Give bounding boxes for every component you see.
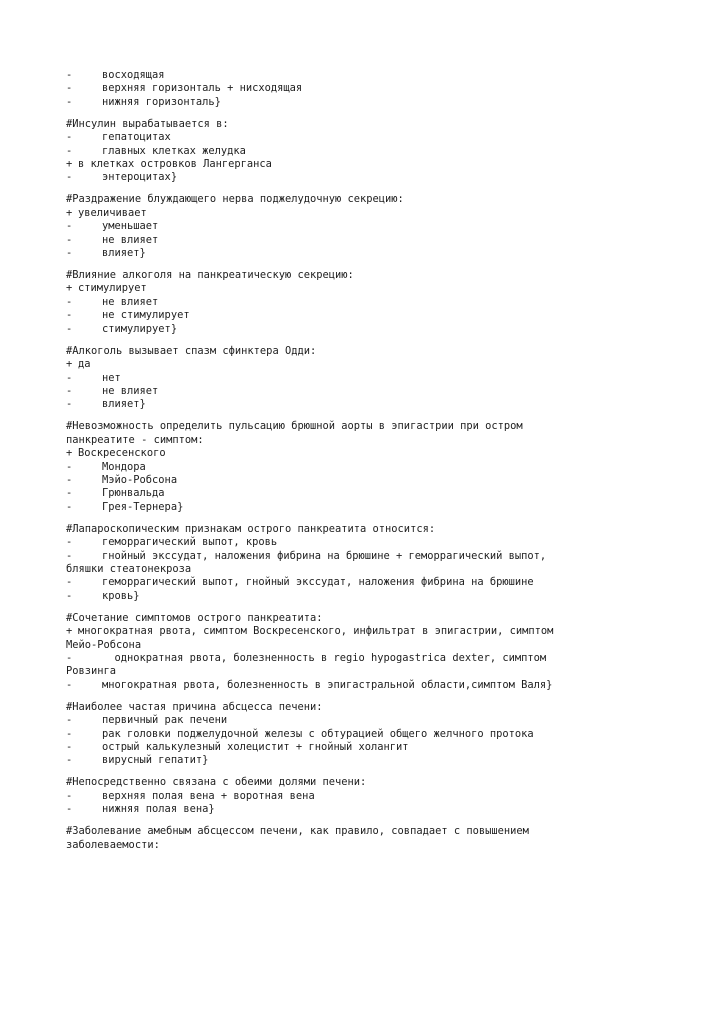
answer-option xyxy=(66,754,666,767)
option-text: нижняя горизонталь} xyxy=(102,95,221,108)
answer-option xyxy=(66,487,666,500)
option-continuation: бляшки стеатонекроза xyxy=(66,562,192,575)
option-mark: - xyxy=(66,652,73,664)
option-text: кровь} xyxy=(102,589,140,602)
option-text: не влияет xyxy=(102,233,159,246)
document-page xyxy=(66,69,666,861)
question-block xyxy=(66,420,666,514)
option-text: рак головки поджелудочной железы с обтурацией общего желчного протока xyxy=(102,727,534,740)
option-mark: + xyxy=(66,358,73,371)
answer-option xyxy=(66,474,666,487)
answer-option xyxy=(66,131,666,144)
option-mark: - xyxy=(66,171,73,184)
answer-option xyxy=(66,679,666,692)
option-text: нет xyxy=(102,371,121,384)
option-text: уменьшает xyxy=(102,220,159,233)
option-text: не влияет xyxy=(102,295,159,308)
question-text: #Лапароскопическим признакам острого панкреатита относится: xyxy=(66,522,436,535)
question-text: #Алкоголь вызывает спазм сфинктера Одди: xyxy=(66,344,317,357)
answer-option xyxy=(66,309,666,322)
option-mark: - xyxy=(66,549,73,562)
option-text: Мэйо-Робсона xyxy=(102,473,178,486)
question-block xyxy=(66,825,666,852)
answer-option xyxy=(66,82,666,95)
option-text: геморрагический выпот, кровь xyxy=(102,536,278,549)
option-mark: - xyxy=(66,741,73,754)
question-text: #Раздражение блуждающего нерва поджелудочную секрецию: xyxy=(66,193,404,206)
answer-option xyxy=(66,220,666,233)
option-mark: - xyxy=(66,69,73,81)
option-text: влияет} xyxy=(102,398,146,411)
option-mark: + xyxy=(66,447,73,460)
option-mark: - xyxy=(66,322,73,335)
question-text: #Заболевание амебным абсцессом печени, как правило, совпадает с повышением заболеваемости: xyxy=(66,825,529,851)
question-block xyxy=(66,701,666,768)
question-block xyxy=(66,523,666,603)
correct-answer-option xyxy=(66,158,666,171)
answer-option xyxy=(66,550,666,563)
option-mark: + xyxy=(66,282,73,295)
option-mark: + xyxy=(66,625,73,638)
option-mark: - xyxy=(66,460,73,473)
answer-option xyxy=(66,728,666,741)
question-block xyxy=(66,612,666,692)
option-mark: - xyxy=(66,398,73,411)
answer-option xyxy=(66,385,666,398)
answer-option xyxy=(66,590,666,603)
answer-option xyxy=(66,398,666,411)
option-mark: - xyxy=(66,789,73,802)
answer-option xyxy=(66,576,666,589)
option-mark: - xyxy=(66,576,73,589)
question-block xyxy=(66,345,666,412)
correct-answer-option xyxy=(66,447,666,460)
option-text: не стимулирует xyxy=(102,309,190,322)
option-mark: - xyxy=(66,233,73,246)
question-text: #Сочетание симптомов острого панкреатита: xyxy=(66,611,323,624)
option-text: верхняя горизонталь + нисходящая xyxy=(102,82,303,95)
option-text: не влияет xyxy=(102,384,159,397)
question-block xyxy=(66,193,666,260)
option-text: вирусный гепатит} xyxy=(102,754,209,767)
option-mark: - xyxy=(66,247,73,260)
option-text: стимулирует} xyxy=(102,322,178,335)
option-text: Грюнвальда xyxy=(102,487,165,500)
question-block xyxy=(66,776,666,816)
correct-answer-option xyxy=(66,358,666,371)
option-mark: - xyxy=(66,727,73,740)
answer-option xyxy=(66,461,666,474)
option-text: нижняя полая вена} xyxy=(102,803,215,816)
option-text: да xyxy=(78,358,91,371)
correct-answer-option xyxy=(66,282,666,295)
option-mark: - xyxy=(66,220,73,233)
answer-option xyxy=(66,247,666,260)
option-mark: - xyxy=(66,487,73,500)
option-text: энтероцитах} xyxy=(102,171,178,184)
answer-option xyxy=(66,741,666,754)
option-mark: - xyxy=(66,714,73,727)
answer-option xyxy=(66,69,666,82)
option-mark: - xyxy=(66,144,73,157)
option-text: верхняя полая вена + воротная вена xyxy=(102,789,315,802)
option-mark: - xyxy=(66,536,73,549)
answer-option xyxy=(66,145,666,158)
question-text: #Инсулин вырабатывается в: xyxy=(66,117,229,130)
option-text: однократная рвота, болезненность в regio hypogastrica dexter, симптом xyxy=(102,652,547,664)
question-block xyxy=(66,118,666,185)
question-block xyxy=(66,69,666,109)
option-mark: - xyxy=(66,384,73,397)
option-mark: - xyxy=(66,589,73,602)
option-text: увеличивает xyxy=(78,206,147,219)
option-text: стимулирует xyxy=(78,282,147,295)
answer-option xyxy=(66,96,666,109)
question-block xyxy=(66,269,666,336)
answer-option xyxy=(66,714,666,727)
option-text: в клетках островков Лангерганса xyxy=(78,158,272,171)
question-text: #Наиболее частая причина абсцесса печени: xyxy=(66,700,323,713)
question-text: #Непосредственно связана с обеими долями печени: xyxy=(66,776,367,789)
option-text: геморрагический выпот, гнойный экссудат, наложения фибрина на брюшине xyxy=(102,576,534,589)
option-mark: - xyxy=(66,95,73,108)
answer-option xyxy=(66,171,666,184)
answer-option xyxy=(66,501,666,514)
option-text: Грея-Тернера} xyxy=(102,500,184,513)
option-continuation: Мейо-Робсона xyxy=(66,638,142,651)
option-mark: + xyxy=(66,206,73,219)
option-mark: - xyxy=(66,754,73,767)
option-mark: - xyxy=(66,803,73,816)
option-mark: + xyxy=(66,158,73,171)
option-text: гепатоцитах xyxy=(102,131,171,144)
answer-option xyxy=(66,652,666,665)
option-text: многократная рвота, симптом Воскресенского, инфильтрат в эпигастрии, симптом xyxy=(78,625,554,638)
option-text: восходящая xyxy=(102,69,165,81)
option-text: острый калькулезный холецистит + гнойный холангит xyxy=(102,741,409,754)
option-mark: - xyxy=(66,678,73,691)
option-mark: - xyxy=(66,309,73,322)
option-text: многократная рвота, болезненность в эпигастральной области,симптом Валя} xyxy=(102,678,553,691)
option-text: влияет} xyxy=(102,247,146,260)
option-text: Воскресенского xyxy=(78,447,166,460)
answer-option xyxy=(66,536,666,549)
option-mark: - xyxy=(66,500,73,513)
answer-option xyxy=(66,296,666,309)
answer-option xyxy=(66,803,666,816)
option-text: первичный рак печени xyxy=(102,714,228,727)
answer-option xyxy=(66,790,666,803)
option-mark: - xyxy=(66,295,73,308)
option-text: гнойный экссудат, наложения фибрина на брюшине + геморрагический выпот, xyxy=(102,549,547,562)
correct-answer-option xyxy=(66,625,666,638)
option-mark: - xyxy=(66,131,73,144)
question-text: #Влияние алкоголя на панкреатическую секрецию: xyxy=(66,269,354,282)
option-mark: - xyxy=(66,82,73,95)
question-text: #Невозможность определить пульсацию брюшной аорты в эпигастрии при остром панкреатите - симптом: xyxy=(66,420,523,446)
correct-answer-option xyxy=(66,207,666,220)
answer-option xyxy=(66,234,666,247)
answer-option xyxy=(66,323,666,336)
answer-option xyxy=(66,372,666,385)
option-mark: - xyxy=(66,371,73,384)
option-text: Мондора xyxy=(102,460,146,473)
option-continuation: Ровзинга xyxy=(66,665,117,678)
option-mark: - xyxy=(66,473,73,486)
option-text: главных клетках желудка xyxy=(102,144,246,157)
